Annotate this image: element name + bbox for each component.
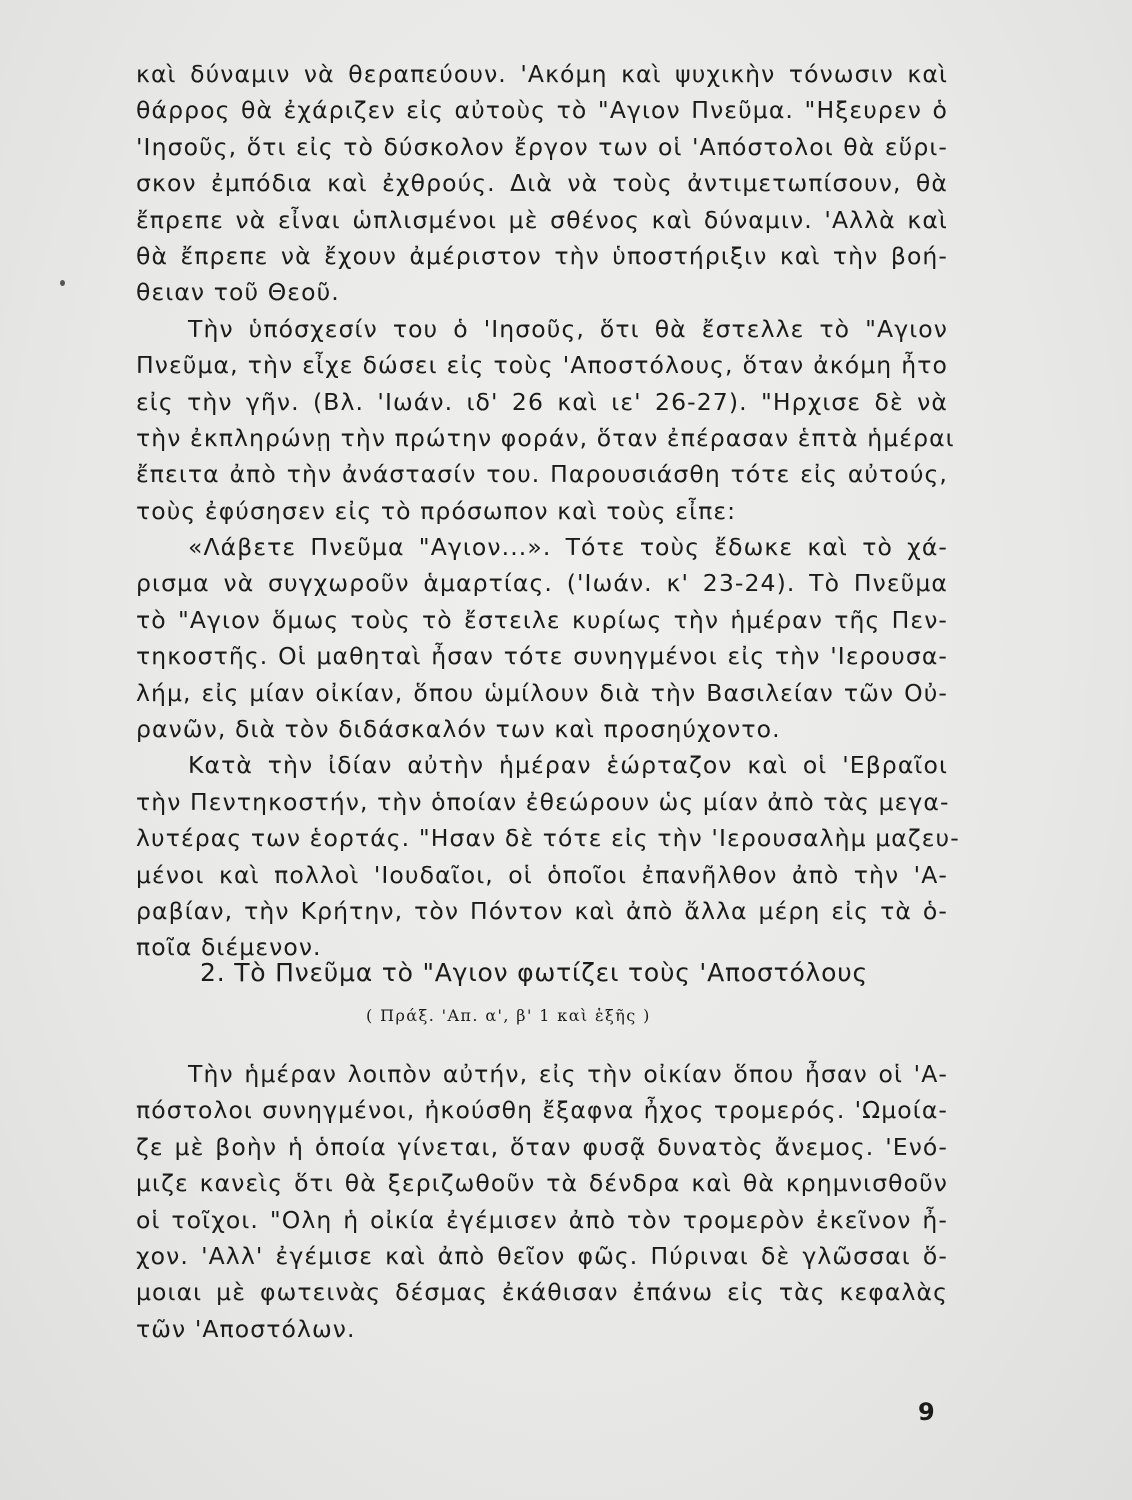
paragraph-first-line: Κατὰ τὴν ἰδίαν αὐτὴν ἡμέραν ἑώρταζον καὶ οἱ 'Εβραῖοι <box>188 751 948 780</box>
scripture-reference: ( Πράξ. 'Απ. α', β' 1 καὶ ἑξῆς ) <box>366 1006 651 1025</box>
text-line: ἔπρεπε νὰ εἶναι ὡπλισμένοι μὲ σθένος καὶ δύναμιν. 'Αλλὰ καὶ <box>136 205 948 234</box>
body-text-section-2 <box>136 1056 948 1347</box>
paragraph-first-line: Τὴν ὑπόσχεσίν του ὁ 'Ιησοῦς, ὅτι θὰ ἔστελλε τὸ "Αγιον <box>188 314 948 343</box>
text-line: ρανῶν, διὰ τὸν διδάσκαλόν των καὶ προσηύχοντο. <box>136 715 781 744</box>
text-line: λυτέρας των ἑορτάς. "Ησαν δὲ τότε εἰς τὴν 'Ιερουσαλὴμ μαζευ- <box>136 824 960 853</box>
text-line: τὸ "Αγιον ὅμως τοὺς τὸ ἔστειλε κυρίως τὴν ἡμέραν τῆς Πεν- <box>136 605 948 634</box>
text-line: ρισμα νὰ συγχωροῦν ἁμαρτίας. ('Ιωάν. κ' 23-24). Τὸ Πνεῦμα <box>136 569 948 598</box>
text-line: τῶν 'Αποστόλων. <box>136 1314 356 1343</box>
quotation-line: «Λάβετε Πνεῦμα "Αγιον...». Τότε τοὺς ἔδωκε καὶ τὸ χά- <box>188 533 948 562</box>
text-line: θὰ ἔπρεπε νὰ ἔχουν ἀμέριστον τὴν ὑποστήριξιν καὶ τὴν βοή- <box>136 241 948 270</box>
text-line: τηκοστῆς. Οἱ μαθηταὶ ἦσαν τότε συνηγμένοι εἰς τὴν 'Ιερουσα- <box>136 642 948 671</box>
section-heading: 2. Τὸ Πνεῦμα τὸ "Αγιον φωτίζει τοὺς 'Αποστόλους <box>200 958 868 987</box>
text-line: 'Ιησοῦς, ὅτι εἰς τὸ δύσκολον ἔργον των οἱ 'Απόστολοι θὰ εὕρι- <box>136 132 948 161</box>
text-line: ραβίαν, τὴν Κρήτην, τὸν Πόντον καὶ ἀπὸ ἄλλα μέρη εἰς τὰ ὁ- <box>136 896 948 925</box>
text-line: καὶ δύναμιν νὰ θεραπεύουν. 'Ακόμη καὶ ψυχικὴν τόνωσιν καὶ <box>136 60 948 88</box>
body-text-section-1 <box>136 56 960 966</box>
text-line: ἔπειτα ἀπὸ τὴν ἀνάστασίν του. Παρουσιάσθη τότε εἰς αὐτούς, <box>136 460 948 489</box>
text-line: πόστολοι συνηγμένοι, ἠκούσθη ἔξαφνα ἦχος τρομερός. 'Ωμοία- <box>136 1096 948 1125</box>
text-line: μιζε κανεὶς ὅτι θὰ ξεριζωθοῦν τὰ δένδρα καὶ θὰ κρημνισθοῦν <box>136 1169 948 1198</box>
text-line: σκον ἐμπόδια καὶ ἐχθρούς. Διὰ νὰ τοὺς ἀντιμετωπίσουν, θὰ <box>136 169 948 198</box>
text-line: θειαν τοῦ Θεοῦ. <box>136 278 340 307</box>
text-line: τὴν Πεντηκοστήν, τὴν ὁποίαν ἐθεώρουν ὡς μίαν ἀπὸ τὰς μεγα- <box>136 787 950 816</box>
text-line: τὴν ἐκπληρώνῃ τὴν πρώτην φοράν, ὅταν ἐπέρασαν ἑπτὰ ἡμέραι <box>136 423 955 452</box>
text-line: ζε μὲ βοὴν ἡ ὁποία γίνεται, ὅταν φυσᾷ δυνατὸς ἄνεμος. 'Ενό- <box>136 1132 948 1161</box>
text-line: τοὺς ἐφύσησεν εἰς τὸ πρόσωπον καὶ τοὺς εἶπε: <box>136 496 737 525</box>
text-line: εἰς τὴν γῆν. (Βλ. 'Ιωάν. ιδ' 26 καὶ ιε' 26-27). "Ηρχισε δὲ νὰ <box>136 387 948 416</box>
text-line: θάρρος θὰ ἐχάριζεν εἰς αὐτοὺς τὸ "Αγιον Πνεῦμα. "Ηξευρεν ὁ <box>136 96 948 125</box>
text-line: οἱ τοῖχοι. "Ολη ἡ οἰκία ἐγέμισεν ἀπὸ τὸν τρομερὸν ἐκεῖνον ἦ- <box>136 1205 948 1234</box>
paragraph-first-line: Τὴν ἡμέραν λοιπὸν αὐτήν, εἰς τὴν οἰκίαν ὅπου ἦσαν οἱ 'Α- <box>188 1060 948 1088</box>
text-line: μένοι καὶ πολλοὶ 'Ιουδαῖοι, οἱ ὁποῖοι ἐπανῆλθον ἀπὸ τὴν 'Α- <box>136 860 948 889</box>
page-number: 9 <box>918 1398 935 1426</box>
text-line: μοιαι μὲ φωτεινὰς δέσμας ἐκάθισαν ἐπάνω εἰς τὰς κεφαλὰς <box>136 1278 948 1307</box>
text-line: Πνεῦμα, τὴν εἶχε δώσει εἰς τοὺς 'Αποστόλους, ὅταν ἀκόμη ἦτο <box>136 351 948 380</box>
ink-spot <box>60 280 65 286</box>
text-line: χον. 'Αλλ' ἐγέμισε καὶ ἀπὸ θεῖον φῶς. Πύριναι δὲ γλῶσσαι ὅ- <box>136 1241 948 1270</box>
text-line: λήμ, εἰς μίαν οἰκίαν, ὅπου ὡμίλουν διὰ τὴν Βασιλείαν τῶν Οὐ- <box>136 678 948 707</box>
text-line: ποῖα διέμενον. <box>136 933 322 962</box>
